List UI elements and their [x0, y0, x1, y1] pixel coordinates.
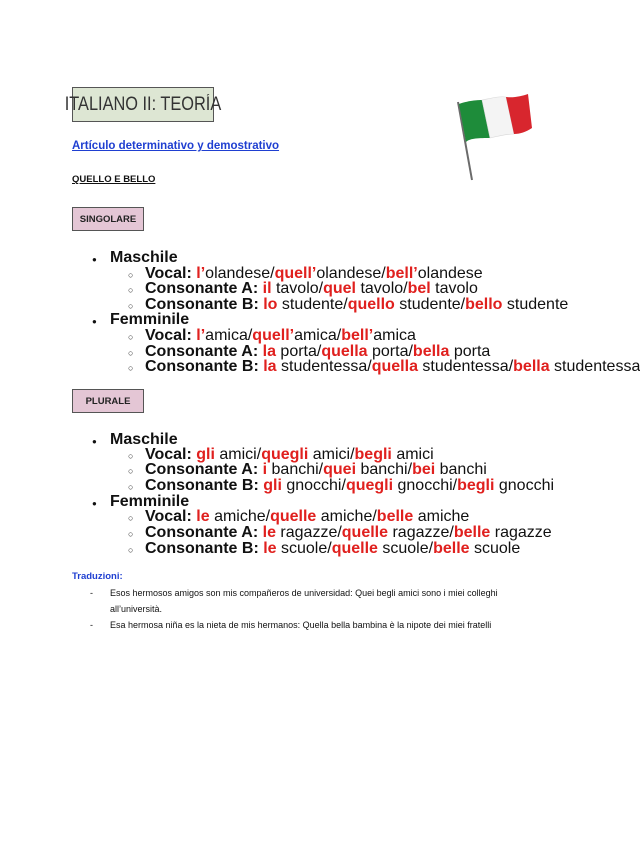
bullet-circle-icon: ○	[128, 513, 134, 523]
list-item: ○ Consonante B: la studentessa/quella studentessa/bella studentessa	[128, 358, 640, 375]
bullet-dot-icon: ●	[92, 255, 97, 264]
singolare-tag: SINGOLARE	[72, 207, 144, 231]
bullet-circle-icon: ○	[128, 529, 134, 539]
dash-bullet-icon: -	[90, 620, 93, 630]
page-title: ITALIANO II: TEORÍA	[64, 93, 222, 115]
list-item-maschile-plurale: ● Maschile	[92, 431, 178, 448]
bullet-circle-icon: ○	[128, 348, 134, 358]
bullet-circle-icon: ○	[128, 482, 134, 492]
traduzioni-title: Traduzioni:	[72, 571, 123, 582]
title-box	[64, 87, 222, 122]
bullet-circle-icon: ○	[128, 466, 134, 476]
bullet-circle-icon: ○	[128, 270, 134, 280]
list-item: ○ Consonante B: lo studente/quello studente/bello studente	[128, 296, 569, 313]
bullet-dot-icon: ●	[92, 499, 97, 508]
plurale-tag: PLURALE	[72, 389, 144, 413]
list-item: ○ Vocal: le amiche/quelle amiche/belle amiche	[128, 508, 470, 525]
list-item: ○ Vocal: l’olandese/quell’olandese/bell’olandese	[128, 265, 483, 282]
bullet-dot-icon: ●	[92, 437, 97, 446]
subtitle-link[interactable]: Artículo determinativo y demostrativo	[72, 140, 280, 152]
document-page: ITALIANO II: TEORÍA Artículo determinativo y demostrativo QUELLO E BELLO SINGOLARE ● Maschile ○ Vocal: l’olandese/quell’olandese/bell’olandese ○ Consonante A: il tavolo/quel tavolo/bel tavolo ○ Consonante B: lo studente/quello studente/bello studente ● Femminile ○ Vocal: l’amica/quell’amica/bell’amica ○ Consonante A: la porta/quella porta/bella porta ○ Consonante B: la studentessa/quella studentessa/bella studentessa PLURALE ● Maschile ○ Vocal: gli amici/quegli amici/begli amici ○ Consonante A: i banchi/quei banchi/bei banchi ○ Consonante B: gli gnocchi/quegli gnocchi/begli gnocchi ● Femminile ○ Vocal: le amiche/quelle amiche/belle amiche ○ Consonante A: le ragazze/quelle ragazze/belle ragazze ○ Consonante B: le scuole/quelle scuole/belle scuole Traduzioni: - Esos hermosos amigos son mis compañeros de universidad: Quei begli amici sono i miei colleghi all’università. - Esa hermosa niña es la nieta de mis hermanos: Quella bella bambina è la nipote dei miei fratelli	[0, 0, 600, 848]
list-item-femminile-plurale: ● Femminile	[92, 493, 190, 510]
list-item: ○ Vocal: l’amica/quell’amica/bell’amica	[128, 327, 416, 344]
list-item: ○ Consonante A: le ragazze/quelle ragazze/belle ragazze	[128, 524, 552, 541]
list-item: ○ Consonante B: gli gnocchi/quegli gnocchi/begli gnocchi	[128, 477, 555, 494]
list-item: ○ Vocal: gli amici/quegli amici/begli amici	[128, 446, 434, 463]
section-title: QUELLO E BELLO	[72, 174, 156, 185]
bullet-dot-icon: ●	[92, 317, 97, 326]
bullet-circle-icon: ○	[128, 451, 134, 461]
bullet-circle-icon: ○	[128, 285, 134, 295]
list-item: ○ Consonante B: le scuole/quelle scuole/belle scuole	[128, 540, 521, 557]
bullet-circle-icon: ○	[128, 363, 134, 373]
list-item: ○ Consonante A: la porta/quella porta/bella porta	[128, 343, 491, 360]
italy-flag-icon	[452, 92, 534, 184]
bullet-circle-icon: ○	[128, 332, 134, 342]
dash-bullet-icon: -	[90, 588, 93, 598]
list-item: ○ Consonante A: il tavolo/quel tavolo/bel tavolo	[128, 280, 478, 297]
bullet-circle-icon: ○	[128, 545, 134, 555]
list-item-femminile-singolare: ● Femminile	[92, 311, 190, 328]
list-item: ○ Consonante A: i banchi/quei banchi/bei banchi	[128, 461, 487, 478]
bullet-circle-icon: ○	[128, 301, 134, 311]
list-item-maschile-singolare: ● Maschile	[92, 249, 178, 266]
